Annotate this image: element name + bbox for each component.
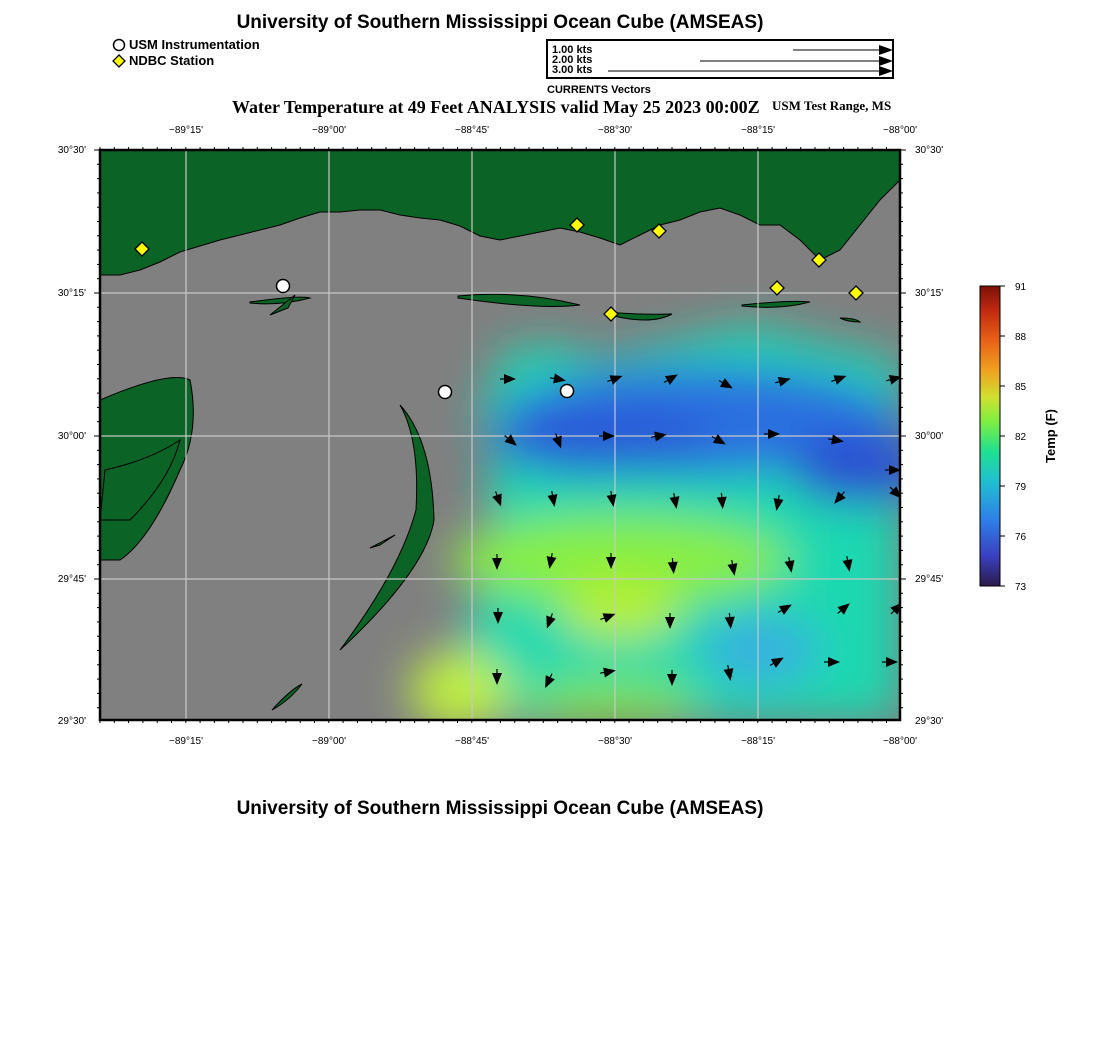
- lat-label-right: 30°15': [915, 288, 944, 299]
- lon-label-bottom: −89°00': [312, 736, 346, 747]
- colorbar-tick-label: 85: [1015, 382, 1027, 393]
- lon-label-top: −88°15': [741, 125, 775, 136]
- vector-scale-label-3: 3.00 kts: [552, 64, 593, 76]
- footer-title: University of Southern Mississippi Ocean Cube (AMSEAS): [236, 798, 764, 819]
- lat-label-left: 30°15': [57, 288, 86, 299]
- vector-scale-label-1: 1.00 kts: [552, 44, 593, 56]
- lat-label-right: 30°30': [915, 145, 944, 156]
- colorbar-tick-label: 91: [1015, 282, 1027, 293]
- vector-scale-title: CURRENTS Vectors: [547, 84, 651, 96]
- lat-label-left: 30°30': [57, 145, 86, 156]
- main-title: University of Southern Mississippi Ocean Cube (AMSEAS): [236, 12, 764, 33]
- legend-ndbc-label: NDBC Station: [129, 53, 215, 68]
- colorbar-tick-label: 76: [1015, 532, 1027, 543]
- lon-label-top: −88°45': [455, 125, 489, 136]
- legend-usm-label: USM Instrumentation: [129, 37, 260, 52]
- map-subtitle: Water Temperature at 49 Feet ANALYSIS valid May 25 2023 00:00Z: [232, 97, 760, 117]
- lon-label-top: −89°15': [169, 125, 203, 136]
- lon-label-bottom: −88°45': [455, 736, 489, 747]
- colorbar-tick-label: 79: [1015, 482, 1027, 493]
- lon-label-bottom: −88°30': [598, 736, 632, 747]
- lon-label-top: −88°00': [883, 125, 917, 136]
- lat-label-right: 29°30': [915, 716, 944, 727]
- colorbar-scale: [980, 286, 1000, 586]
- lon-label-bottom: −89°15': [169, 736, 203, 747]
- lat-label-left: 30°00': [57, 431, 86, 442]
- vector-scale-label-2: 2.00 kts: [552, 54, 593, 66]
- lon-label-top: −88°30': [598, 125, 632, 136]
- lon-label-bottom: −88°00': [883, 736, 917, 747]
- lon-label-bottom: −88°15': [741, 736, 775, 747]
- colorbar-tick-label: 88: [1015, 332, 1027, 343]
- colorbar-tick-label: 73: [1015, 582, 1027, 593]
- lon-label-top: −89°00': [312, 125, 346, 136]
- colorbar-label: Temp (F): [1043, 409, 1058, 463]
- map-region-label: USM Test Range, MS: [772, 98, 892, 113]
- lat-label-right: 30°00': [915, 431, 944, 442]
- colorbar-ticks: [1000, 282, 1027, 593]
- colorbar-tick-label: 82: [1015, 432, 1027, 443]
- lat-label-right: 29°45': [915, 574, 944, 585]
- lat-label-left: 29°45': [57, 574, 86, 585]
- lat-label-left: 29°30': [57, 716, 86, 727]
